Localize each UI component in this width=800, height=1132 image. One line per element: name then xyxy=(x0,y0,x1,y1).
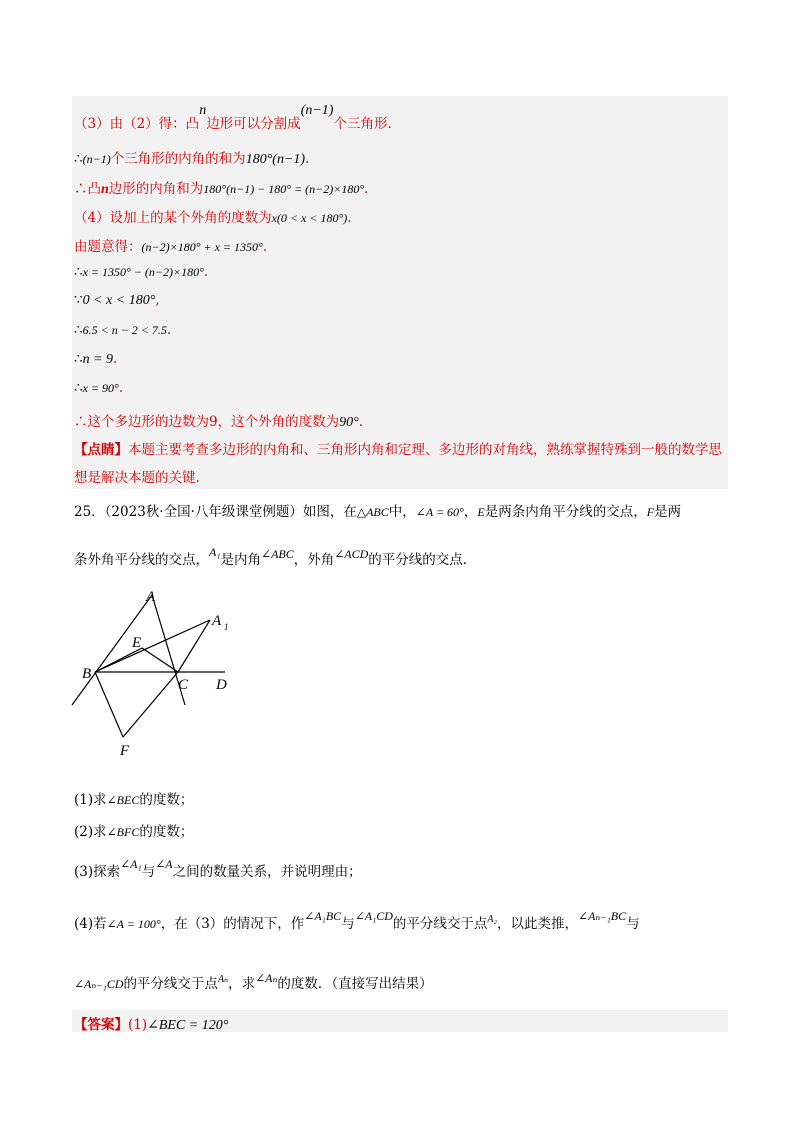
problem-line-1: 25．（2023秋·全国·八年级课堂例题）如图，在△ABC中，∠A = 60°，E是两条内角平分线的交点，F是两 xyxy=(74,504,682,520)
question-1: (1)求∠BEC的度数； xyxy=(74,792,194,808)
problem-line-2: 条外角平分线的交点，A₁是内角∠ABC，外角∠ACD的平分线的交点. xyxy=(74,545,468,568)
label-D: D xyxy=(216,677,227,693)
label-B: B xyxy=(82,666,92,682)
line-b-f xyxy=(95,672,123,737)
solution-line-10: ∴x = 90°. xyxy=(74,380,124,396)
comment-text: 本题主要考查多边形的内角和、三角形内角和定理、多边形的对角线，熟练掌握特殊到一般的数学思想是解决本题的关键. xyxy=(74,442,722,486)
question-3: (3)探索∠A₁与∠A之间的数量关系，并说明理由； xyxy=(74,857,362,880)
solution-line-7: ∵0 < x < 180°, xyxy=(74,292,160,308)
label-C: C xyxy=(178,677,189,693)
line-e-c xyxy=(142,648,178,672)
label-A1-sub: 1 xyxy=(224,622,229,632)
solution-line-8: ∴6.5 < n − 2 < 7.5. xyxy=(74,322,172,338)
answer-line: 【答案】(1)∠BEC = 120° xyxy=(74,1017,229,1033)
comment-tag: 【点睛】 xyxy=(74,442,128,458)
solution-line-3: ∴凸n边形的内角和为180°(n−1) − 180° = (n−2)×180°. xyxy=(74,181,369,197)
line-b-a1 xyxy=(95,620,210,672)
question-4-continued: ∠Aₙ₋₁CD的平分线交于点$^{A_n}$，求∠Aₙ的度数．（直接写出结果） xyxy=(74,971,433,992)
solution-line-2: ∴(n−1)个三角形的内角的和为180°(n−1). xyxy=(74,151,310,167)
solution-line-1: （3）由（2）得：凸n边形可以分割成(n−1)个三角形. xyxy=(74,103,392,132)
comment-paragraph xyxy=(74,436,724,492)
solution-line-11: ∴这个多边形的边数为9，这个外角的度数为90°. xyxy=(74,414,363,430)
question-4: (4)若∠A = 100°，在（3）的情况下，作∠A₁BC与∠A₁CD的平分线交于点$^{A_2}$，以此类推，∠Aₙ₋₁BC与 xyxy=(74,909,640,932)
label-A1: A xyxy=(212,613,222,629)
line-b-e xyxy=(95,648,142,672)
label-A: A xyxy=(146,589,156,605)
line-f-c xyxy=(123,672,178,737)
solution-line-9: ∴n = 9. xyxy=(74,351,118,367)
answer-tag: 【答案】 xyxy=(74,1017,128,1033)
geometry-figure xyxy=(0,585,800,785)
question-2: (2)求∠BFC的度数； xyxy=(74,824,194,840)
solution-line-4: （4）设加上的某个外角的度数为x(0 < x < 180°). xyxy=(74,210,352,226)
solution-line-5: 由题意得：(n−2)×180° + x = 1350°. xyxy=(74,239,268,255)
solution-line-6: ∴x = 1350° − (n−2)×180°. xyxy=(74,264,209,280)
label-F: F xyxy=(120,743,130,759)
label-E: E xyxy=(132,635,142,651)
